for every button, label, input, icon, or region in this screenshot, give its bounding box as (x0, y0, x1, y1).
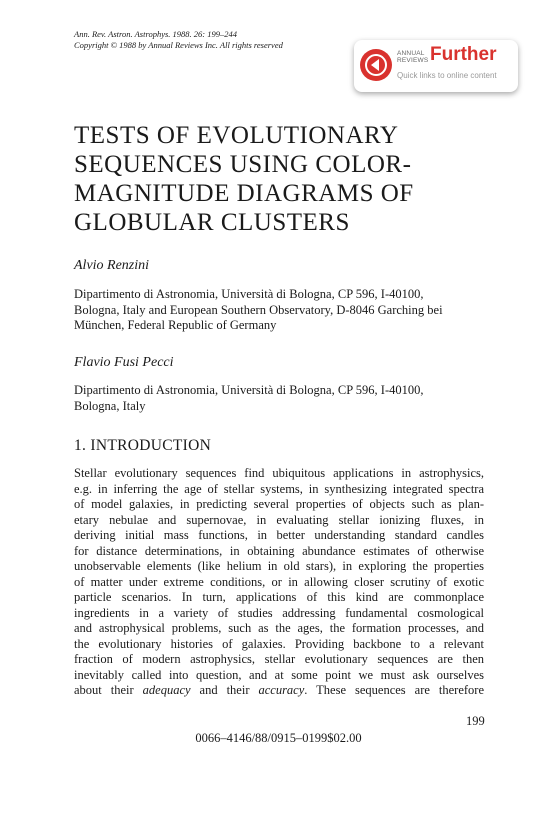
header-citation-block (74, 29, 283, 51)
author-affiliation: Dipartimento di Astronomia, Università di Bologna, CP 596, I-40100, Bologna, Italy (74, 383, 424, 413)
body-line: etary nebulae and supernovae, in evaluating stellar ionizing fluxes, in (74, 512, 484, 527)
title-line: GLOBULAR CLUSTERS (74, 209, 350, 236)
introduction-paragraph (74, 466, 484, 699)
body-line: ingredients in a variety of studies addressing fundamental cosmological (74, 605, 484, 620)
body-line: of model galaxies, in predicting several properties of objects such as plan- (74, 497, 484, 511)
body-line: and astrophysical problems, such as the ages, the formation processes, and (74, 621, 484, 635)
author-name: Flavio Fusi Pecci (74, 355, 174, 370)
article-title (74, 121, 414, 237)
further-tagline: Quick links to online content (397, 71, 497, 80)
body-line: inevitably called into question, and at some point we must ask ourselves (74, 667, 484, 682)
title-line: SEQUENCES USING COLOR- (74, 151, 412, 178)
copyright-notice: Copyright © 1988 by Annual Reviews Inc. All rights reserved (74, 40, 283, 50)
left-arrow-circle-icon (360, 49, 392, 81)
section-heading: 1. INTRODUCTION (74, 437, 212, 454)
body-line: of matter under extreme conditions, or in allowing closer scrutiny of exotic (74, 574, 484, 589)
body-line: deriving initial mass functions, in better understanding standard candles (74, 528, 484, 542)
body-line: fraction of modern astrophysics, stellar evolutionary sequences are then (74, 652, 484, 666)
body-line: unobservable elements (like helium in old stars), in exploring the properties (74, 559, 484, 573)
annual-reviews-wordmark: ANNUAL REVIEWS (397, 50, 429, 64)
body-line: the evolutionary histories of galaxies. Providing backbone to a relevant (74, 636, 484, 651)
journal-citation: Ann. Rev. Astron. Astrophys. 1988. 26: 199–244 (74, 29, 237, 39)
further-wordmark: Further (430, 44, 497, 65)
annual-reviews-further-badge[interactable] (354, 40, 518, 92)
body-line: for distance determinations, in obtaining abundance estimates of otherwise (74, 543, 484, 558)
title-line: TESTS OF EVOLUTIONARY (74, 122, 399, 149)
body-line: particle scenarios. In turn, applications of this kind are commonplace (74, 590, 484, 604)
body-line: about their adequacy and their accuracy. These sequences are therefore (74, 683, 484, 697)
author-name: Alvio Renzini (74, 258, 150, 273)
document-code: 0066–4146/88/0915–0199$02.00 (195, 731, 362, 745)
body-line: e.g. in inferring the age of stellar systems, in synthesizing integrated spectra (74, 481, 484, 496)
body-line: Stellar evolutionary sequences find ubiquitous applications in astrophysics, (74, 466, 484, 480)
author-affiliation: Dipartimento di Astronomia, Università di Bologna, CP 596, I-40100, Bologna, Italy and European Southern Observatory, D-8046 Garching bei München, Federal Republic of Germany (74, 287, 443, 332)
title-line: MAGNITUDE DIAGRAMS OF (74, 180, 414, 207)
page-number: 199 (466, 714, 485, 728)
